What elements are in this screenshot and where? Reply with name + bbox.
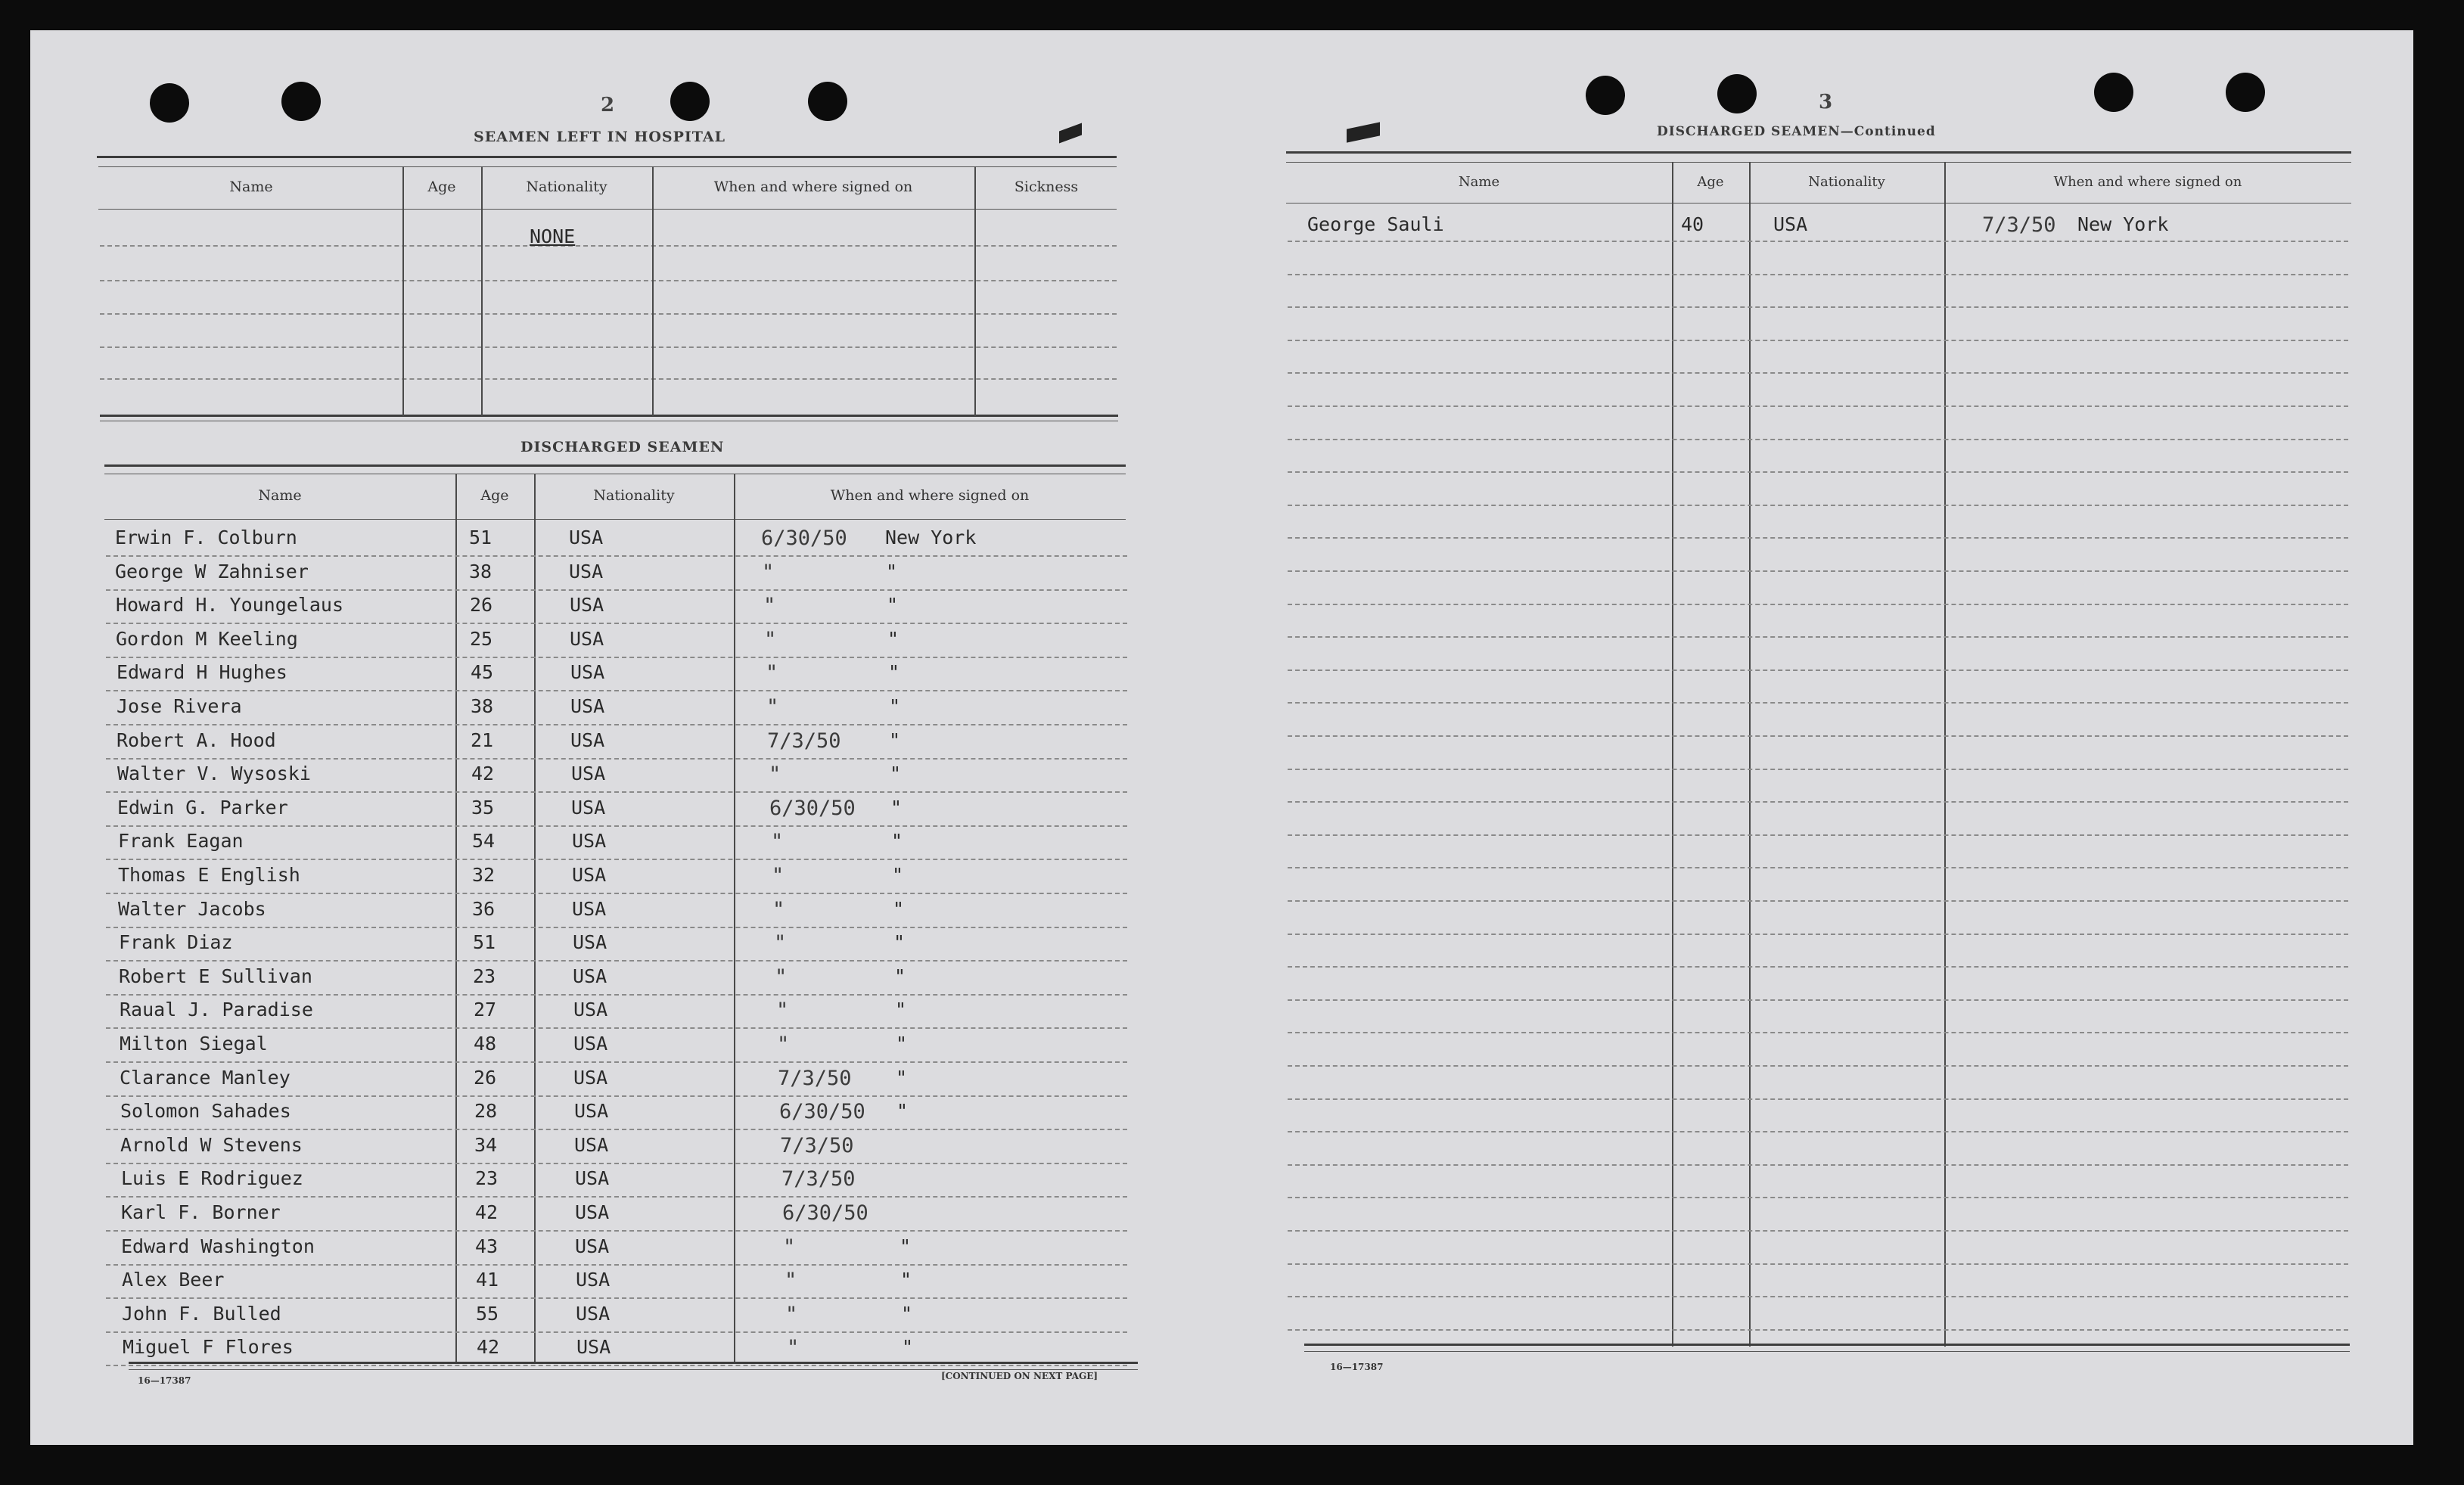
row-rule — [106, 1061, 1127, 1063]
seaman-name: Alex Beer — [122, 1269, 225, 1291]
signed-on-date: 6/30/50 — [761, 527, 847, 550]
seaman-nationality: USA — [574, 1100, 609, 1123]
seaman-name: George W Zahniser — [115, 560, 309, 583]
seaman-nationality: USA — [572, 830, 607, 853]
signed-on-place: " — [893, 897, 905, 920]
table-rule — [104, 519, 1126, 520]
seaman-nationality: USA — [571, 763, 606, 785]
row-rule — [1288, 669, 2348, 671]
signed-on-place: " — [887, 594, 899, 617]
seaman-name: Raual J. Paradise — [120, 999, 313, 1021]
signed-on-date: 7/3/50 — [778, 1066, 852, 1090]
signed-on-date: 7/3/50 — [780, 1133, 854, 1157]
seaman-nationality: USA — [1773, 213, 1808, 235]
seaman-age: 42 — [471, 763, 495, 785]
seaman-name: Edward Washington — [121, 1235, 315, 1257]
seaman-nationality: USA — [572, 897, 607, 920]
row-rule — [1288, 769, 2348, 770]
signed-on-place: " — [890, 796, 903, 819]
row-rule — [1288, 1296, 2348, 1297]
seaman-nationality: USA — [573, 1066, 608, 1089]
signed-on-place: " — [887, 627, 900, 650]
row-rule — [1288, 372, 2348, 374]
seaman-age: 41 — [476, 1269, 499, 1291]
table-rule — [100, 415, 1118, 417]
row-rule — [106, 1297, 1127, 1299]
row-rule — [106, 657, 1127, 658]
signed-on-place: " — [888, 661, 900, 684]
row-rule — [1288, 274, 2348, 275]
seaman-age: 36 — [472, 897, 496, 920]
seaman-name: Clarance Manley — [120, 1066, 291, 1089]
seaman-nationality: USA — [570, 695, 605, 717]
signed-on-date: 7/3/50 — [1982, 213, 2056, 237]
signed-on-date: " — [769, 763, 781, 787]
signed-on-date: " — [785, 1269, 797, 1293]
seaman-name: Thomas E English — [118, 864, 300, 886]
seaman-age: 40 — [1681, 213, 1704, 235]
seaman-age: 51 — [469, 527, 492, 548]
seaman-age: 38 — [471, 695, 494, 717]
punch-hole — [808, 82, 847, 121]
signed-on-place: New York — [885, 527, 977, 548]
seaman-nationality: USA — [570, 729, 605, 751]
seaman-nationality: USA — [573, 1033, 608, 1055]
table-rule — [1286, 151, 2351, 154]
row-rule — [1288, 1230, 2348, 1232]
seaman-age: 48 — [474, 1033, 497, 1055]
table-rule — [104, 464, 1126, 467]
column-header-name: Name — [258, 487, 302, 504]
seaman-age: 34 — [474, 1133, 498, 1156]
row-rule — [100, 378, 1117, 380]
hospital-none-entry: NONE — [530, 225, 576, 247]
signed-on-place: " — [896, 1066, 908, 1089]
seaman-nationality: USA — [570, 594, 604, 617]
row-rule — [106, 791, 1127, 793]
signed-on-date: 6/30/50 — [769, 796, 856, 820]
column-header-signed-on: When and where signed on — [713, 179, 913, 195]
column-rule — [402, 166, 404, 416]
signed-on-date: 7/3/50 — [781, 1167, 856, 1191]
signed-on-date: " — [775, 965, 788, 989]
signed-on-place: " — [900, 1269, 912, 1291]
form-number: 16—17387 — [1330, 1362, 1384, 1372]
row-rule — [106, 724, 1127, 725]
seaman-name: Milton Siegal — [120, 1033, 268, 1055]
row-rule — [106, 1365, 1127, 1366]
row-rule — [1288, 801, 2348, 803]
row-rule — [1288, 1329, 2348, 1331]
signed-on-date: 7/3/50 — [767, 729, 841, 753]
seaman-name: Miguel F Flores — [123, 1336, 294, 1359]
signed-on-date: " — [764, 627, 777, 651]
row-rule — [106, 1331, 1127, 1333]
signed-on-date: " — [766, 695, 779, 719]
signed-on-place: " — [886, 560, 898, 583]
column-header-signed-on: When and where signed on — [830, 487, 1030, 504]
column-header-name: Name — [1458, 174, 1500, 190]
row-rule — [1288, 471, 2348, 473]
signed-on-place: " — [889, 695, 901, 717]
column-header-age: Age — [427, 179, 456, 195]
seaman-nationality: USA — [575, 1167, 610, 1190]
row-rule — [100, 245, 1117, 247]
seaman-nationality: USA — [573, 965, 607, 987]
signed-on-place: " — [893, 931, 906, 954]
seaman-nationality: USA — [574, 1133, 609, 1156]
column-header-signed-on: When and where signed on — [2053, 174, 2242, 190]
column-rule — [974, 166, 976, 416]
row-rule — [106, 1196, 1127, 1198]
signed-on-date: " — [766, 661, 778, 685]
signed-on-place: " — [894, 965, 906, 987]
seaman-nationality: USA — [576, 1302, 611, 1325]
signed-on-place: " — [891, 830, 903, 853]
seaman-nationality: USA — [575, 1201, 610, 1223]
row-rule — [1288, 604, 2348, 605]
column-header-nationality: Nationality — [593, 487, 675, 504]
punch-hole — [670, 82, 710, 121]
seaman-age: 26 — [474, 1066, 497, 1089]
row-rule — [100, 280, 1117, 281]
row-rule — [1288, 1032, 2348, 1033]
signed-on-place: " — [889, 729, 901, 751]
row-rule — [106, 1163, 1127, 1164]
seaman-name: Karl F. Borner — [121, 1201, 281, 1223]
seaman-nationality: USA — [572, 864, 607, 886]
seaman-name: Frank Diaz — [119, 931, 233, 954]
row-rule — [1288, 306, 2348, 308]
seaman-age: 28 — [474, 1100, 498, 1123]
seaman-name: Edward H Hughes — [117, 661, 287, 684]
seaman-name: John F. Bulled — [122, 1302, 281, 1325]
seaman-name: Frank Eagan — [118, 830, 244, 853]
row-rule — [106, 927, 1127, 928]
hospital-table-title: SEAMEN LEFT IN HOSPITAL — [474, 129, 726, 145]
column-header-sickness: Sickness — [1014, 179, 1079, 195]
seaman-name: Jose Rivera — [117, 695, 242, 717]
signed-on-place: " — [896, 1033, 908, 1055]
row-rule — [1288, 900, 2348, 902]
signed-on-place: " — [892, 864, 904, 886]
row-rule — [106, 893, 1127, 894]
seaman-age: 55 — [476, 1302, 499, 1325]
punch-hole — [1586, 76, 1625, 115]
punch-hole — [281, 82, 321, 121]
signed-on-date: 6/30/50 — [782, 1201, 868, 1225]
seaman-nationality: USA — [575, 1235, 610, 1257]
table-rule — [1304, 1344, 2350, 1346]
row-rule — [1288, 1197, 2348, 1198]
row-rule — [1288, 636, 2348, 638]
punch-hole — [150, 83, 189, 123]
punch-hole — [2094, 73, 2133, 112]
seaman-nationality: USA — [576, 1269, 611, 1291]
seaman-nationality: USA — [573, 931, 607, 954]
row-rule — [106, 825, 1127, 827]
row-rule — [106, 859, 1127, 860]
signed-on-place: " — [900, 1235, 912, 1257]
table-rule — [1286, 162, 2351, 163]
signed-on-date: " — [772, 864, 785, 887]
seaman-name: Edwin G. Parker — [117, 796, 288, 819]
row-rule — [106, 690, 1127, 691]
column-rule — [481, 166, 483, 416]
document-sheet — [30, 30, 2413, 1445]
signed-on-date: " — [783, 1235, 796, 1259]
seaman-age: 26 — [470, 594, 493, 617]
seaman-name: Robert E Sullivan — [119, 965, 312, 987]
seaman-age: 25 — [470, 627, 493, 650]
column-header-nationality: Nationality — [1808, 174, 1885, 190]
row-rule — [106, 589, 1127, 591]
continued-table-title: DISCHARGED SEAMEN—Continued — [1657, 124, 1936, 139]
seaman-age: 23 — [473, 965, 496, 987]
seaman-age: 23 — [475, 1167, 499, 1190]
seaman-nationality: USA — [573, 999, 608, 1021]
seaman-age: 42 — [477, 1336, 500, 1359]
table-rule — [98, 166, 1117, 167]
row-rule — [106, 1027, 1127, 1029]
page-number: 2 — [601, 94, 615, 117]
seaman-name: Luis E Rodriguez — [121, 1167, 303, 1190]
seaman-name: Arnold W Stevens — [120, 1133, 303, 1156]
signed-on-date: " — [763, 594, 776, 618]
column-header-name: Name — [229, 179, 273, 195]
row-rule — [106, 1095, 1127, 1097]
row-rule — [1288, 405, 2348, 407]
seaman-name: Walter Jacobs — [118, 897, 266, 920]
signed-on-place: " — [902, 1336, 914, 1359]
row-rule — [1288, 570, 2348, 572]
row-rule — [106, 994, 1127, 996]
seaman-age: 54 — [472, 830, 496, 853]
table-rule — [129, 1362, 1138, 1364]
column-header-age: Age — [1697, 174, 1724, 190]
continued-note: [CONTINUED ON NEXT PAGE] — [941, 1371, 1098, 1381]
seaman-age: 38 — [469, 560, 492, 583]
row-rule — [1288, 505, 2348, 506]
seaman-nationality: USA — [571, 796, 606, 819]
row-rule — [106, 623, 1127, 624]
row-rule — [1288, 834, 2348, 836]
seaman-nationality: USA — [569, 560, 604, 583]
page-number: 3 — [1819, 91, 1833, 113]
seaman-nationality: USA — [570, 661, 605, 684]
signed-on-date: " — [771, 830, 784, 854]
seaman-name: Gordon M Keeling — [116, 627, 298, 650]
row-rule — [1288, 439, 2348, 440]
row-rule — [1288, 1098, 2348, 1100]
form-number: 16—17387 — [138, 1375, 191, 1386]
seaman-age: 42 — [475, 1201, 499, 1223]
seaman-age: 51 — [473, 931, 496, 954]
row-rule — [1288, 1164, 2348, 1166]
row-rule — [1288, 702, 2348, 704]
seaman-age: 43 — [475, 1235, 499, 1257]
row-rule — [106, 555, 1127, 557]
row-rule — [106, 1129, 1127, 1130]
row-rule — [1288, 735, 2348, 737]
table-rule — [129, 1369, 1138, 1370]
seaman-age: 45 — [471, 661, 494, 684]
signed-on-place: " — [896, 1100, 909, 1123]
signed-on-date: " — [772, 897, 785, 921]
discharged-table-title: DISCHARGED SEAMEN — [520, 439, 725, 455]
row-rule — [106, 1230, 1127, 1232]
column-header-age: Age — [480, 487, 509, 504]
row-rule — [106, 758, 1127, 760]
seaman-name: Solomon Sahades — [120, 1100, 291, 1123]
row-rule — [1288, 966, 2348, 968]
row-rule — [1288, 1065, 2348, 1067]
seaman-age: 27 — [474, 999, 497, 1021]
signed-on-date: 6/30/50 — [779, 1100, 865, 1124]
table-rule — [97, 156, 1117, 158]
row-rule — [1288, 867, 2348, 868]
signed-on-place: " — [901, 1302, 913, 1325]
table-rule — [98, 209, 1117, 210]
row-rule — [1288, 1131, 2348, 1132]
table-rule — [1304, 1351, 2350, 1352]
signed-on-date: " — [785, 1302, 798, 1326]
row-rule — [106, 1264, 1127, 1266]
signed-on-date: " — [776, 999, 789, 1023]
seaman-age: 35 — [471, 796, 495, 819]
row-rule — [1288, 537, 2348, 539]
seaman-name: George Sauli — [1307, 213, 1444, 235]
signed-on-place: New York — [2077, 213, 2169, 235]
seaman-name: Howard H. Youngelaus — [116, 594, 344, 617]
punch-hole — [1717, 74, 1757, 113]
signed-on-date: " — [777, 1033, 790, 1056]
row-rule — [106, 960, 1127, 962]
punch-hole — [2226, 73, 2265, 112]
seaman-age: 32 — [472, 864, 496, 886]
signed-on-place: " — [895, 999, 907, 1021]
seaman-name: Erwin F. Colburn — [115, 527, 297, 548]
row-rule — [1288, 999, 2348, 1001]
signed-on-date: " — [762, 560, 775, 584]
seaman-nationality: USA — [570, 627, 604, 650]
signed-on-place: " — [890, 763, 902, 785]
signed-on-date: " — [774, 931, 787, 955]
row-rule — [1288, 934, 2348, 935]
row-rule — [1288, 1263, 2348, 1265]
signed-on-date: " — [787, 1336, 800, 1360]
seaman-nationality: USA — [576, 1336, 611, 1359]
seaman-name: Walter V. Wysoski — [117, 763, 311, 785]
row-rule — [100, 346, 1117, 348]
seaman-name: Robert A. Hood — [117, 729, 276, 751]
column-header-nationality: Nationality — [526, 179, 607, 195]
row-rule — [100, 313, 1117, 315]
column-rule — [652, 166, 654, 416]
row-rule — [1288, 241, 2348, 242]
row-rule — [1288, 340, 2348, 341]
seaman-nationality: USA — [569, 527, 604, 548]
seaman-age: 21 — [471, 729, 494, 751]
